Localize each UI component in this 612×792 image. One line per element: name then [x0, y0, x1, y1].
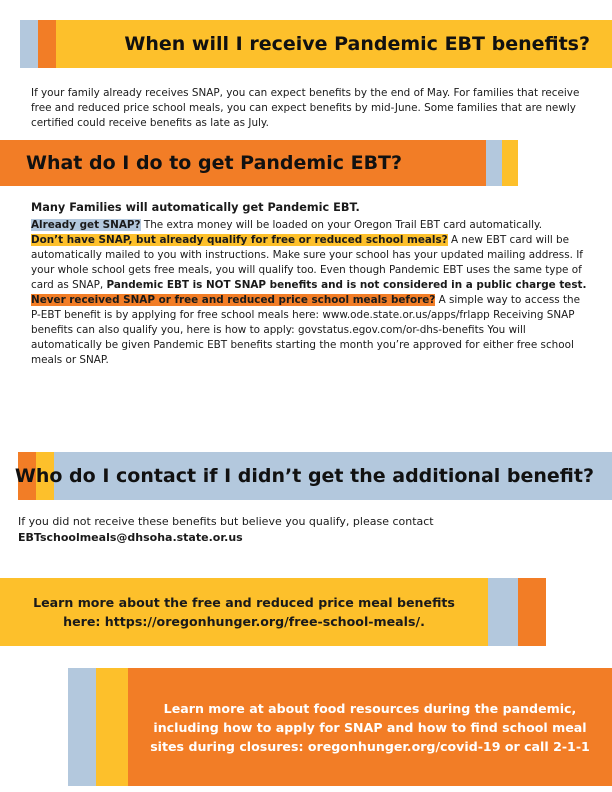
box5-yellow-stripe	[96, 668, 128, 786]
section3-body: If you did not receive these benefits but believe you qualify, please contact	[18, 515, 434, 528]
section1-body: If your family already receives SNAP, you can expect benefits by the end of May. For families that receive free and reduced price school meals, you can expect benefits by mid-June. Some families that are newly certified could receive benefits as late as July.	[31, 87, 580, 129]
item2-heading: Don’t have SNAP, but already qualify for free or reduced school meals?	[31, 234, 448, 246]
box4-orange-stripe	[518, 578, 546, 646]
banner1	[56, 20, 612, 68]
item3-text: A simple way to access the P-EBT benefit is by applying for free school meals here: www.ode.state.or.us/apps/frlapp Receiving SNAP benefits can also qualify you, here is how to apply: govstatus.egov.com/or-dhs-benefits You will automatically be given Pandemic EBT benefits starting the month you’re approved for either free school meals or SNAP.	[31, 294, 581, 366]
item1-heading: Already get SNAP?	[31, 219, 141, 231]
section1-title: When will I receive Pandemic EBT benefits?	[124, 33, 590, 55]
banner2-blue-stripe	[486, 140, 502, 186]
section2-intro: Many Families will automatically get Pandemic EBT.	[31, 201, 360, 214]
banner2	[0, 140, 486, 186]
item2-bold-note: Pandemic EBT is NOT SNAP benefits and is not considered in a public charge test.	[106, 279, 587, 291]
section2-body	[31, 200, 593, 368]
item1-text: The extra money will be loaded on your Oregon Trail EBT card automatically.	[140, 219, 542, 231]
item-already-snap	[31, 218, 593, 233]
section3-title: Who do I contact if I didn’t get the additional benefit?	[14, 465, 594, 487]
section2-title: What do I do to get Pandemic EBT?	[26, 152, 403, 174]
item-no-snap	[31, 233, 593, 293]
banner2-yellow-stripe	[502, 140, 518, 186]
banner3	[14, 452, 612, 500]
item-never-received	[31, 293, 593, 368]
info-box-food-resources	[128, 668, 612, 786]
info-box-school-meals	[0, 578, 488, 646]
info-box-school-meals-text[interactable]: Learn more about the free and reduced price meal benefits here: https://oregonhunger.org/free-school-meals/.	[33, 595, 455, 629]
box5-blue-stripe	[68, 668, 96, 786]
item3-heading: Never received SNAP or free and reduced price school meals before?	[31, 294, 436, 306]
box4-blue-stripe	[488, 578, 518, 646]
item2-text: A new EBT card will be automatically mailed to you with instructions. Make sure your school has your updated mailing address. If your whole school gets free meals, you will qualify too. Even though Pandemic EBT uses the same type of card as SNAP,	[31, 234, 583, 291]
info-box-food-resources-text[interactable]: Learn more at about food resources during the pandemic, including how to apply for SNAP and how to find school meal sites during closures: oregonhunger.org/covid-19 or call 2-1-1	[150, 700, 590, 754]
section3-body-block	[18, 514, 598, 546]
banner1-orange-stripe	[38, 20, 56, 68]
contact-email-link[interactable]: EBTschoolmeals@dhsoha.state.or.us	[18, 531, 243, 544]
banner1-blue-stripe	[20, 20, 38, 68]
